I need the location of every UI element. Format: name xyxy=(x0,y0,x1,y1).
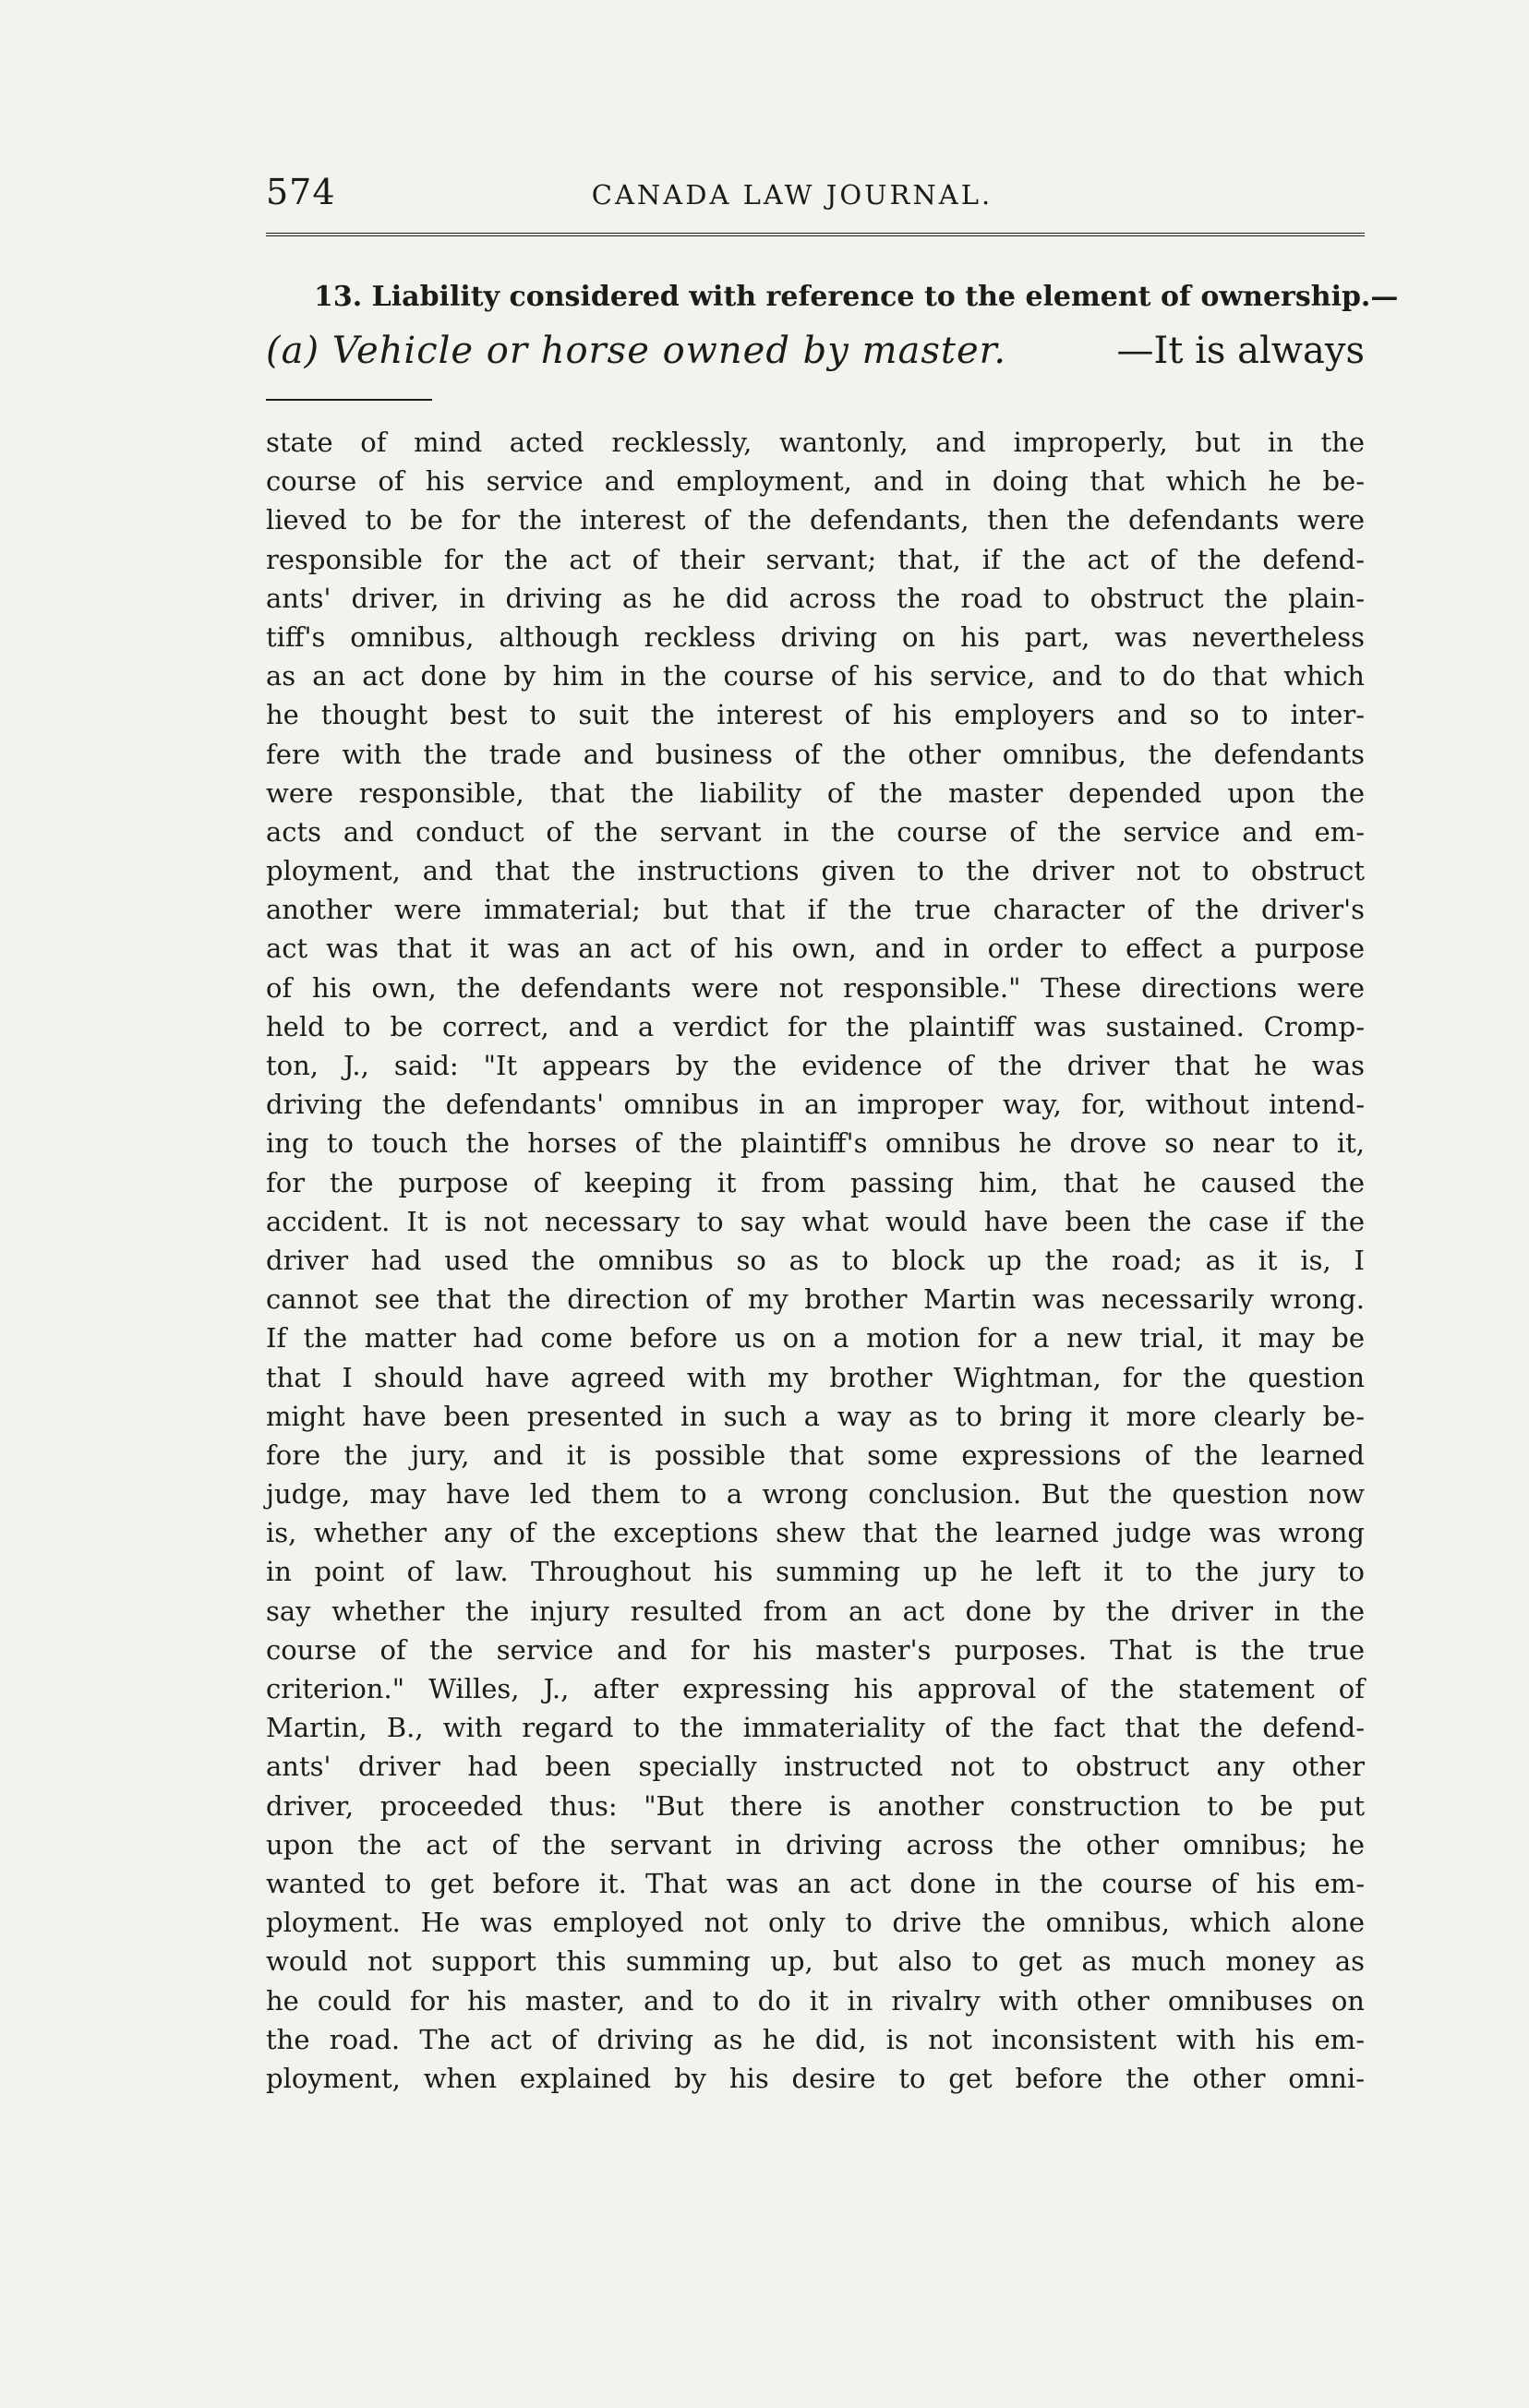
body-line: acts and conduct of the servant in the course of the service and em- xyxy=(266,815,1365,848)
body-line: that I should have agreed with my brother Wightman, for the question xyxy=(266,1361,1365,1393)
body-line: fere with the trade and business of the other omnibus, the defendants xyxy=(266,738,1365,770)
body-line: the road. The act of driving as he did, is not inconsistent with his em- xyxy=(266,2023,1365,2055)
body-line: as an act done by him in the course of his service, and to do that which xyxy=(266,660,1365,692)
body-line: another were immaterial; but that if the true character of the driver's xyxy=(266,894,1365,926)
body-line: fore the jury, and it is possible that some expressions of the learned xyxy=(266,1439,1365,1471)
subsection-heading xyxy=(266,323,1365,379)
body-line: cannot see that the direction of my brother Martin was necessarily wrong. xyxy=(266,1283,1365,1316)
body-line: If the matter had come before us on a motion for a new trial, it may be xyxy=(266,1322,1365,1354)
body-line: driving the defendants' omnibus in an improper way, for, without intend- xyxy=(266,1089,1365,1121)
body-line: might have been presented in such a way as to bring it more clearly be- xyxy=(266,1400,1365,1432)
section-block xyxy=(266,277,1399,379)
body-line: responsible for the act of their servant; that, if the act of the defend- xyxy=(266,543,1365,575)
body-line: ants' driver, in driving as he did across the road to obstruct the plain- xyxy=(266,582,1365,614)
section-heading: 13. Liability considered with reference to the element of ownership.— xyxy=(314,281,1399,313)
body-line: ants' driver had been specially instructed not to obstruct any other xyxy=(266,1751,1365,1783)
body-line: wanted to get before it. That was an act done in the course of his em- xyxy=(266,1867,1365,1899)
body-line: lieved to be for the interest of the defendants, then the defendants were xyxy=(266,504,1365,536)
header-rule xyxy=(266,233,1365,238)
body-line: for the purpose of keeping it from passing him, that he caused the xyxy=(266,1166,1365,1198)
body-line: of his own, the defendants were not responsible." These directions were xyxy=(266,971,1365,1004)
body-line: he could for his master, and to do it in rivalry with other omnibuses on xyxy=(266,1984,1365,2017)
body-line: were responsible, that the liability of the master depended upon the xyxy=(266,777,1365,809)
footnote-body xyxy=(266,423,1365,2098)
body-line: state of mind acted recklessly, wantonly, and improperly, but in the xyxy=(266,427,1365,458)
body-line: judge, may have led them to a wrong conclusion. But the question now xyxy=(266,1478,1365,1511)
body-line: say whether the injury resulted from an act done by the driver in the xyxy=(266,1595,1365,1627)
body-line: course of the service and for his master's purposes. That is the true xyxy=(266,1633,1365,1666)
body-line: is, whether any of the exceptions shew that the learned judge was wrong xyxy=(266,1517,1365,1549)
body-line: course of his service and employment, and in doing that which he be- xyxy=(266,465,1365,498)
body-line: ing to touch the horses of the plaintiff's omnibus he drove so near to it, xyxy=(266,1127,1365,1160)
body-line: driver, proceeded thus: "But there is another construction to be put xyxy=(266,1789,1365,1822)
body-line: tiff's omnibus, although reckless driving on his part, was nevertheless xyxy=(266,620,1365,653)
footnote-rule xyxy=(266,399,432,401)
body-line: he thought best to suit the interest of his employers and so to inter- xyxy=(266,699,1365,731)
body-line: held to be correct, and a verdict for the plaintiff was sustained. Cromp- xyxy=(266,1010,1365,1042)
body-line: in point of law. Throughout his summing up he left it to the jury to xyxy=(266,1556,1365,1588)
body-line: ployment, when explained by his desire to get before the other omni- xyxy=(266,2062,1365,2094)
body-line: criterion." Willes, J., after expressing his approval of the statement of xyxy=(266,1673,1365,1704)
running-title: CANADA LAW JOURNAL. xyxy=(591,179,993,211)
subsection-lead: (a) Vehicle or horse owned by master. xyxy=(266,330,1007,372)
body-line: upon the act of the servant in driving across the other omnibus; he xyxy=(266,1828,1365,1860)
body-line: accident. It is not necessary to say what would have been the case if the xyxy=(266,1205,1365,1237)
body-line: driver had used the omnibus so as to block up the road; as it is, I xyxy=(266,1244,1365,1276)
body-line: act was that it was an act of his own, and in order to effect a purpose xyxy=(266,933,1365,965)
body-line: ployment, and that the instructions given to the driver not to obstruct xyxy=(266,855,1365,887)
body-line: ton, J., said: "It appears by the evidence of the driver that he was xyxy=(266,1050,1365,1081)
page-number: 574 xyxy=(266,172,336,212)
body-line: would not support this summing up, but also to get as much money as xyxy=(266,1945,1365,1978)
body-line: ployment. He was employed not only to drive the omnibus, which alone xyxy=(266,1907,1365,1939)
body-line: Martin, B., with regard to the immateriality of the fact that the defend- xyxy=(266,1712,1365,1744)
subsection-rest: —It is always xyxy=(1116,330,1365,372)
